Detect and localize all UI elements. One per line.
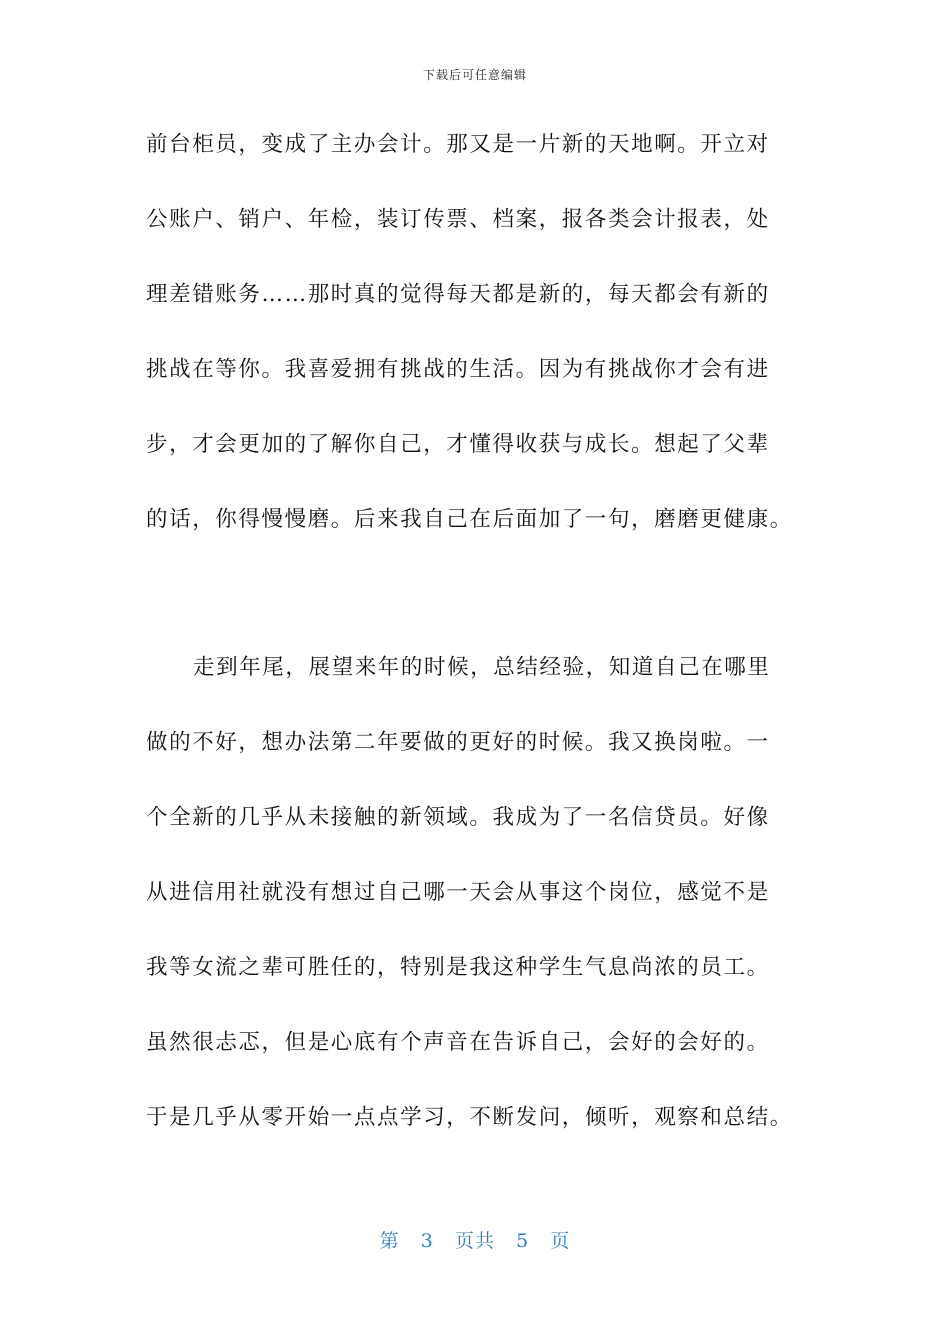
- text-line: 走到年尾，展望来年的时候，总结经验，知道自己在哪里: [193, 655, 771, 680]
- total-pages-number: 5: [516, 1230, 530, 1252]
- footer-middle: 页共: [454, 1230, 495, 1252]
- page-header: 下载后可任意编辑: [422, 68, 527, 82]
- text-line: 做的不好，想办法第二年要做的更好的时候。我又换岗啦。一: [146, 730, 770, 755]
- current-page-number: 3: [420, 1230, 434, 1252]
- text-line: 从进信用社就没有想过自己哪一天会从事这个岗位，感觉不是: [146, 880, 770, 905]
- text-line: 挑战在等你。我喜爱拥有挑战的生活。因为有挑战你才会有进: [146, 357, 770, 382]
- text-line: 的话，你得慢慢磨。后来我自己在后面加了一句，磨磨更健康。: [146, 507, 793, 532]
- text-line: 于是几乎从零开始一点点学习，不断发问，倾听，观察和总结。: [146, 1105, 793, 1130]
- text-line: 前台柜员，变成了主办会计。那又是一片新的天地啊。开立对: [146, 132, 770, 157]
- text-line: 虽然很忐忑，但是心底有个声音在告诉自己，会好的会好的。: [146, 1030, 770, 1055]
- text-line: 个全新的几乎从未接触的新领域。我成为了一名信贷员。好像: [146, 805, 770, 830]
- footer-suffix: 页: [550, 1230, 571, 1252]
- text-line: 我等女流之辈可胜任的，特别是我这种学生气息尚浓的员工。: [146, 955, 770, 980]
- text-line: 步，才会更加的了解你自己，才懂得收获与成长。想起了父辈: [146, 432, 770, 457]
- text-line: 公账户、销户、年检，装订传票、档案，报各类会计报表，处: [146, 207, 770, 232]
- page-footer: [0, 1226, 950, 1253]
- text-line: 理差错账务……那时真的觉得每天都是新的，每天都会有新的: [146, 282, 770, 307]
- footer-prefix: 第: [379, 1230, 400, 1252]
